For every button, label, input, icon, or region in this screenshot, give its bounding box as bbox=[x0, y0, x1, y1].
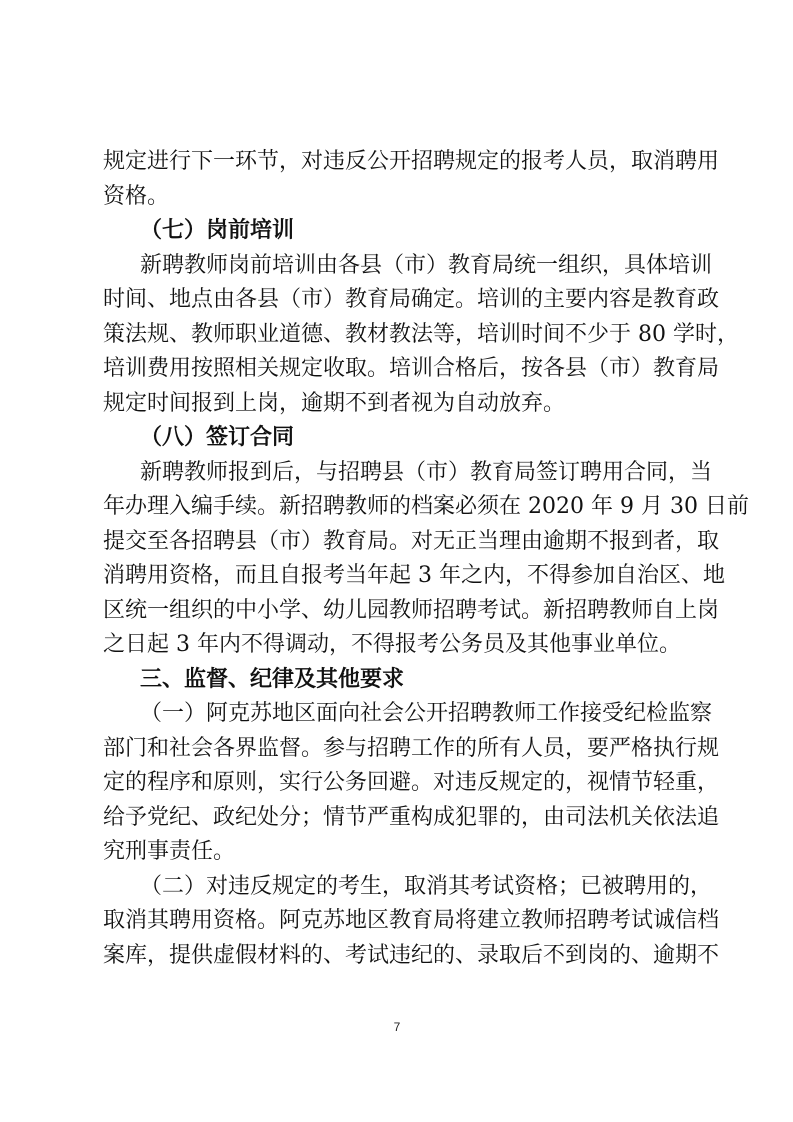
text-line: 之日起 3 年内不得调动，不得报考公务员及其他事业单位。 bbox=[103, 632, 681, 657]
text-line: 部门和社会各界监督。参与招聘工作的所有人员，要严格执行规 bbox=[103, 735, 720, 761]
text-line: 年办理入编手续。新招聘教师的档案必须在 2020 年 9 月 30 日前 bbox=[103, 494, 749, 519]
page-number: 7 bbox=[393, 1020, 401, 1034]
section-heading: 三、监督、纪律及其他要求 bbox=[140, 666, 405, 692]
section-heading: （七）岗前培训 bbox=[140, 218, 295, 243]
text-line: 新聘教师岗前培训由各县（市）教育局统一组织，具体培训 bbox=[140, 252, 713, 278]
text-line: 培训费用按照相关规定收取。培训合格后，按各县（市）教育局 bbox=[103, 356, 720, 381]
text-line: 给予党纪、政纪处分；情节严重构成犯罪的，由司法机关依法追 bbox=[103, 804, 720, 830]
text-line: （二）对违反规定的考生，取消其考试资格；已被聘用的， bbox=[140, 873, 713, 899]
text-line: 案库，提供虚假材料的、考试违纪的、录取后不到岗的、逾期不 bbox=[103, 942, 720, 968]
text-line: （一）阿克苏地区面向社会公开招聘教师工作接受纪检监察 bbox=[140, 701, 713, 726]
text-line: 新聘教师报到后，与招聘县（市）教育局签订聘用合同，当 bbox=[140, 459, 713, 485]
text-line: 取消其聘用资格。阿克苏地区教育局将建立教师招聘考试诚信档 bbox=[103, 908, 720, 933]
text-line: 提交至各招聘县（市）教育局。对无正当理由逾期不报到者，取 bbox=[103, 528, 720, 554]
text-line: 定的程序和原则，实行公务回避。对违反规定的，视情节轻重， bbox=[103, 770, 720, 795]
text-line: 时间、地点由各县（市）教育局确定。培训的主要内容是教育政 bbox=[103, 287, 720, 312]
text-line: 规定时间报到上岗，逾期不到者视为自动放弃。 bbox=[103, 390, 566, 416]
text-line: 资格。 bbox=[103, 183, 170, 209]
text-line: 规定进行下一环节，对违反公开招聘规定的报考人员，取消聘用 bbox=[103, 149, 720, 174]
text-line: 区统一组织的中小学、幼儿园教师招聘考试。新招聘教师自上岗 bbox=[103, 597, 720, 623]
text-line: 策法规、教师职业道德、教材教法等，培训时间不少于 80 学时， bbox=[103, 321, 739, 347]
section-heading: （八）签订合同 bbox=[140, 425, 295, 450]
text-line: 究刑事责任。 bbox=[103, 839, 236, 864]
text-line: 消聘用资格，而且自报考当年起 3 年之内，不得参加自治区、地 bbox=[103, 563, 725, 588]
